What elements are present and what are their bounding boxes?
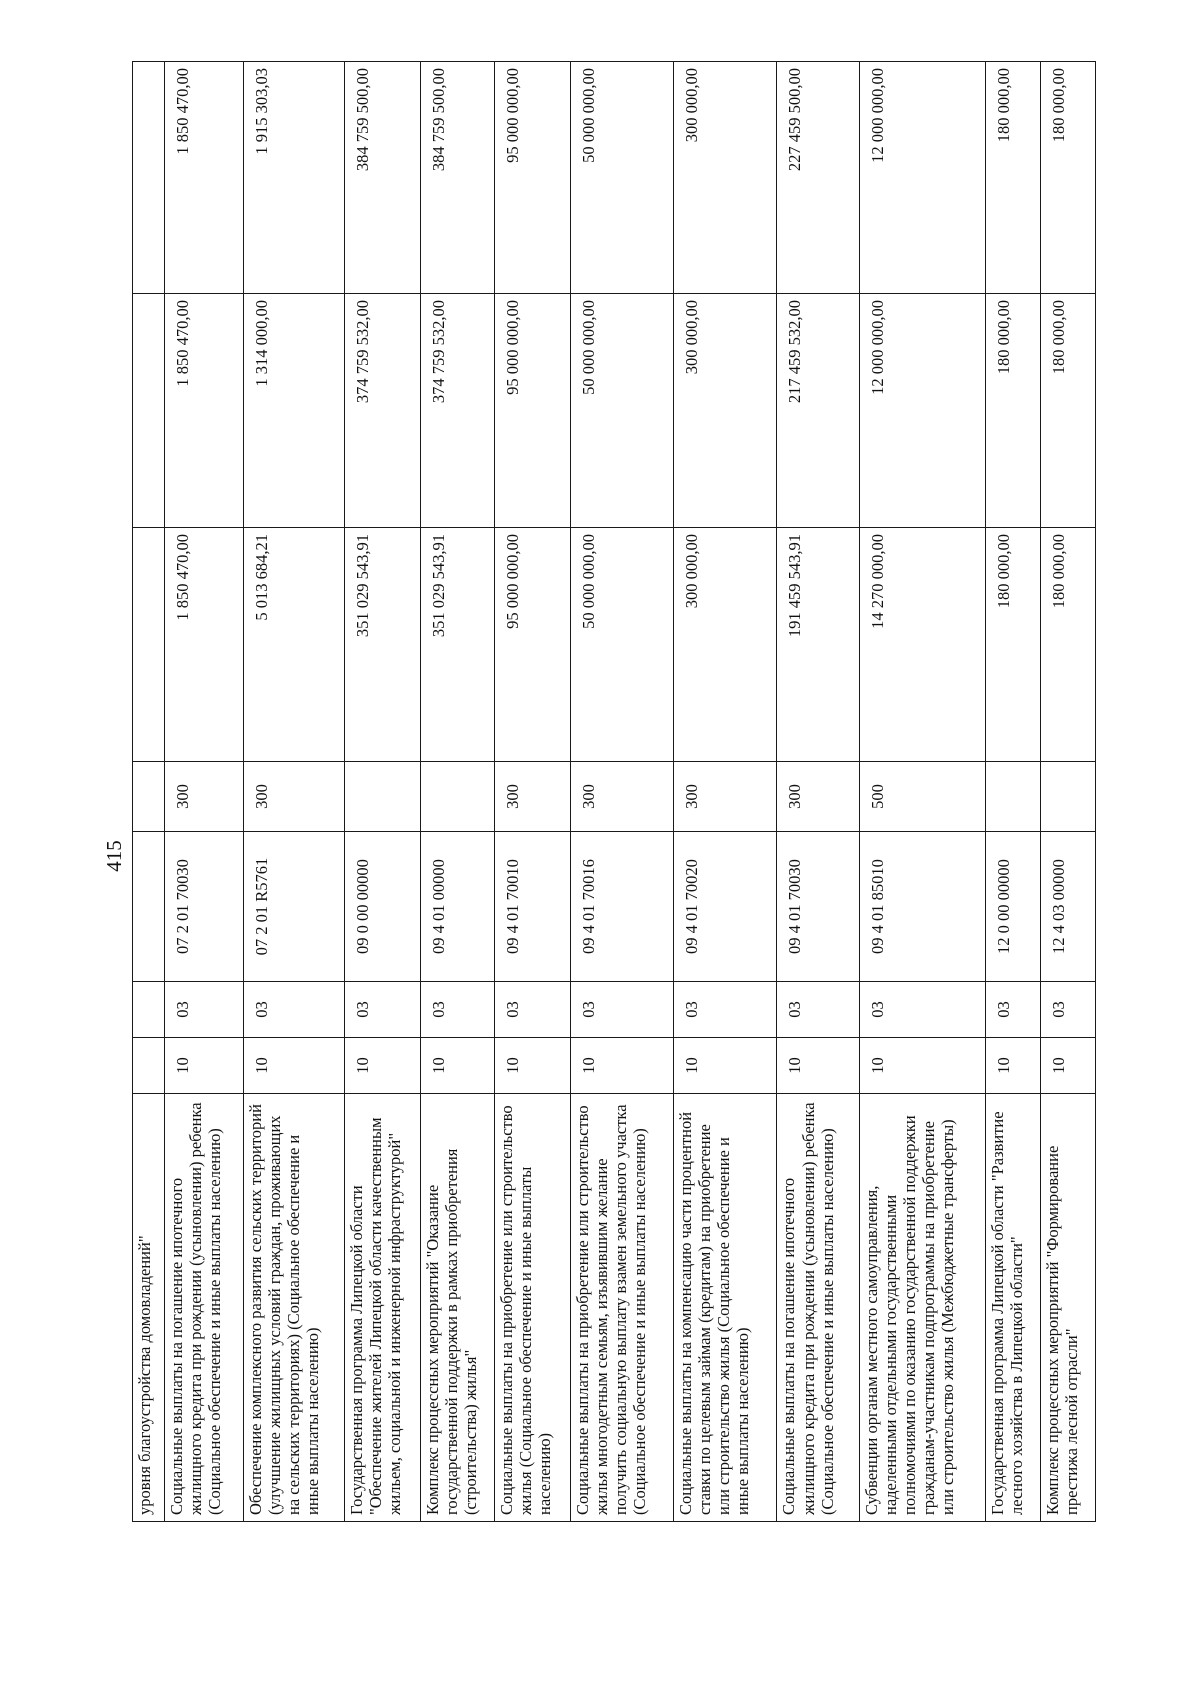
- podrazdel-cell: 03: [344, 982, 420, 1038]
- podrazdel-cell: 03: [859, 982, 986, 1038]
- table-row: [243, 62, 344, 1522]
- podrazdel-cell: 03: [570, 982, 673, 1038]
- sum-year3-cell: 300 000,00: [674, 62, 777, 294]
- vr-cell: 300: [243, 762, 344, 832]
- row-name-cell: Государственная программа Липецкой области "Развитие лесного хозяйства в Липецкой области": [986, 1094, 1041, 1522]
- table-row: [164, 62, 243, 1522]
- csr-cell: 09 4 01 70030: [777, 832, 859, 982]
- razdel-cell: 10: [570, 1038, 673, 1094]
- row-name-cell: Государственная программа Липецкой области "Обеспечение жителей Липецкой области качественным жильем, социальной и инженерной инфраструктурой": [344, 1094, 420, 1522]
- vr-cell: [1041, 762, 1096, 832]
- sum-year3-cell: 12 000 000,00: [859, 62, 986, 294]
- row-name-cell: Социальные выплаты на погашение ипотечного жилищного кредита при рождении (усыновлении) ребенка (Социальное обеспечение и иные выплаты населению): [164, 1094, 243, 1522]
- csr-cell: 12 4 03 00000: [1041, 832, 1096, 982]
- vr-cell: 300: [777, 762, 859, 832]
- razdel-cell: [133, 1038, 165, 1094]
- sum-year1-cell: 351 029 543,91: [420, 528, 494, 762]
- podrazdel-cell: 03: [494, 982, 570, 1038]
- csr-cell: 09 4 01 85010: [859, 832, 986, 982]
- sum-year3-cell: 384 759 500,00: [344, 62, 420, 294]
- sum-year1-cell: 351 029 543,91: [344, 528, 420, 762]
- razdel-cell: 10: [420, 1038, 494, 1094]
- sum-year3-cell: 180 000,00: [1041, 62, 1096, 294]
- csr-cell: 09 4 01 00000: [420, 832, 494, 982]
- sum-year2-cell: 180 000,00: [986, 294, 1041, 528]
- sum-year3-cell: 1 850 470,00: [164, 62, 243, 294]
- csr-cell: 09 0 00 00000: [344, 832, 420, 982]
- csr-cell: 12 0 00 00000: [986, 832, 1041, 982]
- csr-cell: 07 2 01 70030: [164, 832, 243, 982]
- razdel-cell: 10: [777, 1038, 859, 1094]
- sum-year1-cell: 180 000,00: [1041, 528, 1096, 762]
- podrazdel-cell: [133, 982, 165, 1038]
- sum-year3-cell: 180 000,00: [986, 62, 1041, 294]
- row-name-cell: уровня благоустройства домовладений": [133, 1094, 165, 1522]
- row-name-cell: Комплекс процессных мероприятий "Оказание государственной поддержки в рамках приобретения (строительства) жилья": [420, 1094, 494, 1522]
- budget-table: [132, 61, 1096, 1522]
- csr-cell: 07 2 01 R5761: [243, 832, 344, 982]
- row-name-cell: Комплекс процессных мероприятий "Формирование престижа лесной отрасли": [1041, 1094, 1096, 1522]
- razdel-cell: 10: [859, 1038, 986, 1094]
- razdel-cell: 10: [1041, 1038, 1096, 1094]
- sum-year3-cell: [133, 62, 165, 294]
- sum-year2-cell: 374 759 532,00: [344, 294, 420, 528]
- table-row: [570, 62, 673, 1522]
- row-name-cell: Обеспечение комплексного развития сельских территорий (улучшение жилищных условий граждан, проживающих на сельских территориях) (Социальное обеспечение и иные выплаты населению): [243, 1094, 344, 1522]
- sum-year1-cell: 191 459 543,91: [777, 528, 859, 762]
- vr-cell: [133, 762, 165, 832]
- vr-cell: 300: [674, 762, 777, 832]
- vr-cell: [986, 762, 1041, 832]
- csr-cell: 09 4 01 70020: [674, 832, 777, 982]
- razdel-cell: 10: [164, 1038, 243, 1094]
- podrazdel-cell: 03: [420, 982, 494, 1038]
- vr-cell: 300: [164, 762, 243, 832]
- budget-table-rotated: [132, 62, 1096, 1522]
- row-name-cell: Социальные выплаты на приобретение или строительство жилья (Социальное обеспечение и иные выплаты населению): [494, 1094, 570, 1522]
- sum-year2-cell: 50 000 000,00: [570, 294, 673, 528]
- sum-year1-cell: 50 000 000,00: [570, 528, 673, 762]
- table-row: [494, 62, 570, 1522]
- sum-year1-cell: 95 000 000,00: [494, 528, 570, 762]
- podrazdel-cell: 03: [1041, 982, 1096, 1038]
- row-name-cell: Социальные выплаты на приобретение или строительство жилья многодетным семьям, изъявившим желание получить социальную выплату взамен земельного участка (Социальное обеспечение и иные выплаты населению): [570, 1094, 673, 1522]
- row-name-cell: Социальные выплаты на погашение ипотечного жилищного кредита при рождении (усыновлении) ребенка (Социальное обеспечение и иные выплаты населению): [777, 1094, 859, 1522]
- vr-cell: 300: [570, 762, 673, 832]
- razdel-cell: 10: [243, 1038, 344, 1094]
- table-row: [986, 62, 1041, 1522]
- sum-year2-cell: 12 000 000,00: [859, 294, 986, 528]
- sum-year2-cell: 1 850 470,00: [164, 294, 243, 528]
- table-row: [420, 62, 494, 1522]
- razdel-cell: 10: [494, 1038, 570, 1094]
- sum-year3-cell: 95 000 000,00: [494, 62, 570, 294]
- podrazdel-cell: 03: [243, 982, 344, 1038]
- sum-year2-cell: 300 000,00: [674, 294, 777, 528]
- podrazdel-cell: 03: [777, 982, 859, 1038]
- sum-year1-cell: 14 270 000,00: [859, 528, 986, 762]
- table-row: [344, 62, 420, 1522]
- podrazdel-cell: 03: [674, 982, 777, 1038]
- table-row: [859, 62, 986, 1522]
- sum-year3-cell: 50 000 000,00: [570, 62, 673, 294]
- sum-year2-cell: [133, 294, 165, 528]
- razdel-cell: 10: [344, 1038, 420, 1094]
- sum-year1-cell: 1 850 470,00: [164, 528, 243, 762]
- table-row: [674, 62, 777, 1522]
- sum-year1-cell: [133, 528, 165, 762]
- vr-cell: 300: [494, 762, 570, 832]
- table-row: [777, 62, 859, 1522]
- sum-year2-cell: 95 000 000,00: [494, 294, 570, 528]
- vr-cell: 500: [859, 762, 986, 832]
- csr-cell: [133, 832, 165, 982]
- csr-cell: 09 4 01 70010: [494, 832, 570, 982]
- page-number: 415: [102, 840, 126, 872]
- sum-year1-cell: 5 013 684,21: [243, 528, 344, 762]
- row-name-cell: Социальные выплаты на компенсацию части процентной ставки по целевым займам (кредитам) на приобретение или строительство жилья (Социальное обеспечение и иные выплаты населению): [674, 1094, 777, 1522]
- csr-cell: 09 4 01 70016: [570, 832, 673, 982]
- razdel-cell: 10: [674, 1038, 777, 1094]
- vr-cell: [420, 762, 494, 832]
- sum-year2-cell: 374 759 532,00: [420, 294, 494, 528]
- razdel-cell: 10: [986, 1038, 1041, 1094]
- sum-year1-cell: 180 000,00: [986, 528, 1041, 762]
- table-row: [1041, 62, 1096, 1522]
- sum-year3-cell: 227 459 500,00: [777, 62, 859, 294]
- podrazdel-cell: 03: [164, 982, 243, 1038]
- podrazdel-cell: 03: [986, 982, 1041, 1038]
- sum-year3-cell: 384 759 500,00: [420, 62, 494, 294]
- sum-year2-cell: 180 000,00: [1041, 294, 1096, 528]
- vr-cell: [344, 762, 420, 832]
- sum-year2-cell: 1 314 000,00: [243, 294, 344, 528]
- table-row: [133, 62, 165, 1522]
- row-name-cell: Субвенции органам местного самоуправления, наделенными отдельными государственными полномочиями по оказанию государственной поддержки гражданам-участникам подпрограммы на приобретение или строительство жилья (Межбюджетные трансферты): [859, 1094, 986, 1522]
- sum-year3-cell: 1 915 303,03: [243, 62, 344, 294]
- sum-year1-cell: 300 000,00: [674, 528, 777, 762]
- sum-year2-cell: 217 459 532,00: [777, 294, 859, 528]
